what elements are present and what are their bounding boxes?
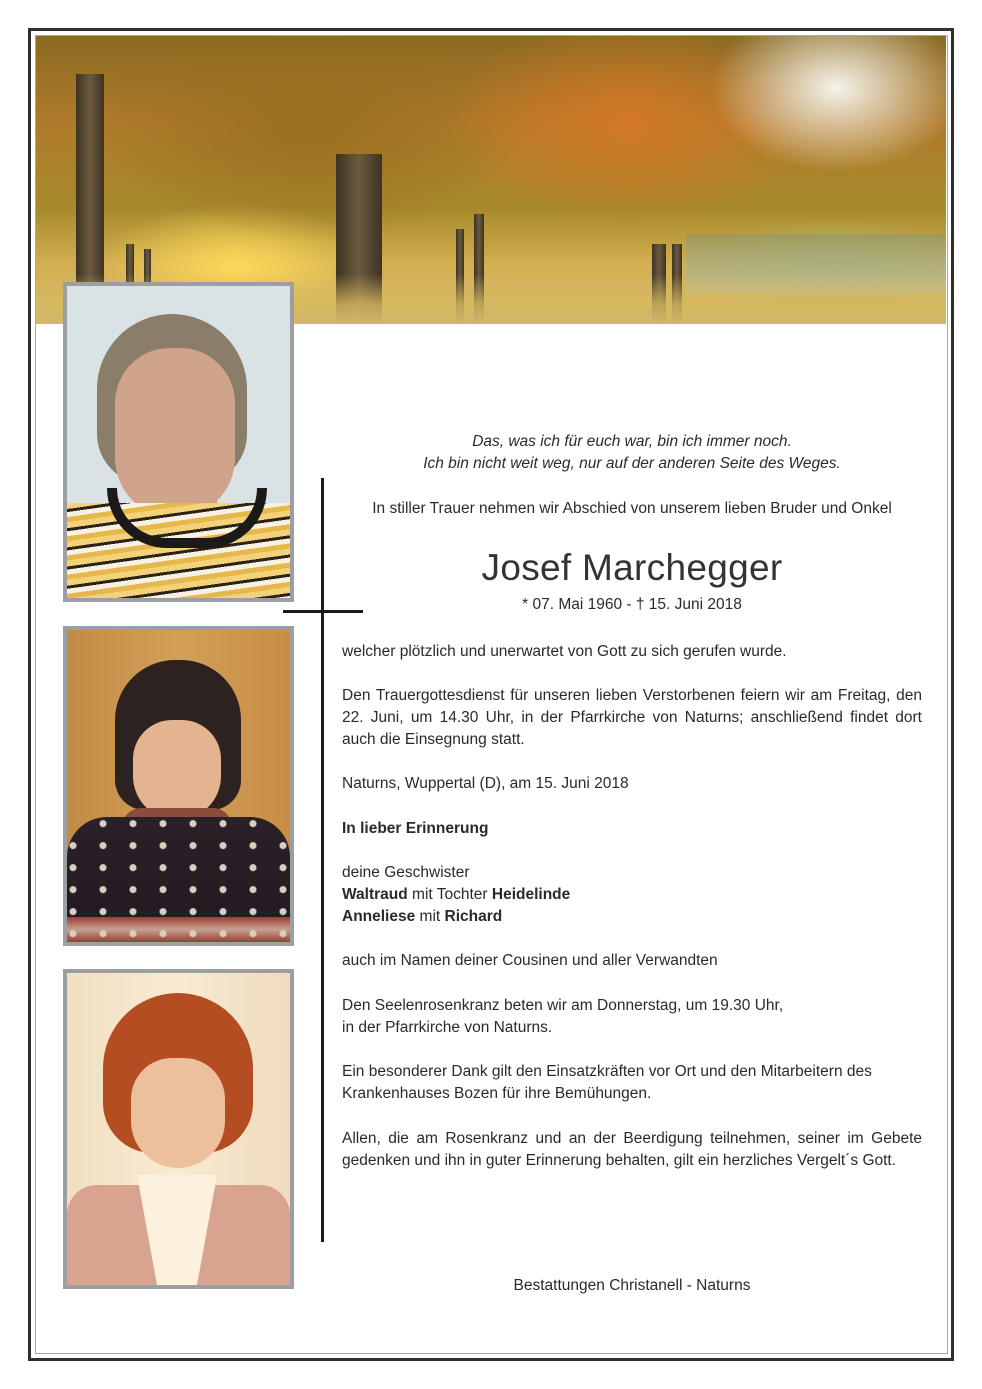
portrait-photo-older	[63, 282, 294, 602]
family-line	[342, 906, 922, 928]
family-name: Waltraud	[342, 886, 408, 903]
funeral-home-footer: Bestattungen Christanell - Naturns	[513, 1277, 751, 1294]
thanks-text: Ein besonderer Dank gilt den Einsatzkräften vor Ort und den Mitarbeitern des Krankenhauses Bozen für ihre Bemühungen.	[342, 1063, 872, 1102]
memorial-quote	[342, 431, 922, 475]
rosary-line-1: Den Seelenrosenkranz beten wir am Donnerstag, um 19.30 Uhr,	[342, 997, 784, 1014]
passing-text: welcher plötzlich und unerwartet von Gott zu sich gerufen wurde.	[342, 643, 787, 660]
autumn-trees-header-image	[36, 36, 946, 324]
quote-line-2: Ich bin nicht weit weg, nur auf der anderen Seite des Weges.	[423, 455, 841, 472]
place-date-text: Naturns, Wuppertal (D), am 15. Juni 2018	[342, 775, 629, 792]
life-dates: * 07. Mai 1960 - † 15. Juni 2018	[522, 596, 742, 613]
rosary-line-2: in der Pfarrkirche von Naturns.	[342, 1019, 553, 1036]
family-name: Heidelinde	[491, 886, 571, 903]
portrait-photo-youth	[63, 969, 294, 1289]
photo-face	[133, 720, 221, 820]
family-name: Richard	[444, 908, 503, 925]
portrait-photo-young	[63, 626, 294, 946]
family-name: Anneliese	[342, 908, 416, 925]
family-list	[342, 862, 922, 928]
photo-sweater	[67, 817, 290, 942]
photo-face	[131, 1058, 225, 1168]
family-connector: mit Tochter	[407, 886, 492, 903]
family-intro: deine Geschwister	[342, 864, 470, 881]
deceased-name: Josef Marchegger	[481, 547, 783, 588]
quote-line-1: Das, was ich für euch war, bin ich immer noch.	[472, 433, 792, 450]
funeral-service-text: Den Trauergottesdienst für unseren lieben Verstorbenen feiern wir am Freitag, den 22. Juni, um 14.30 Uhr, in der Pfarrkirche von Naturns; anschließend findet dort auch die Einsegnung statt.	[342, 687, 922, 748]
family-line	[342, 884, 922, 906]
relatives-text: auch im Namen deiner Cousinen und aller Verwandten	[342, 952, 718, 969]
rosary-text	[342, 995, 922, 1039]
closing-text: Allen, die am Rosenkranz und an der Beerdigung teilnehmen, seiner im Gebete gedenken und ihn in guter Erinnerung behalten, gilt ein herzliches Vergelt´s Gott.	[342, 1130, 922, 1169]
family-connector: mit	[415, 908, 445, 925]
intro-text: In stiller Trauer nehmen wir Abschied von unserem lieben Bruder und Onkel	[372, 500, 892, 517]
cross-icon-vertical	[321, 478, 324, 1242]
memory-heading: In lieber Erinnerung	[342, 820, 489, 837]
